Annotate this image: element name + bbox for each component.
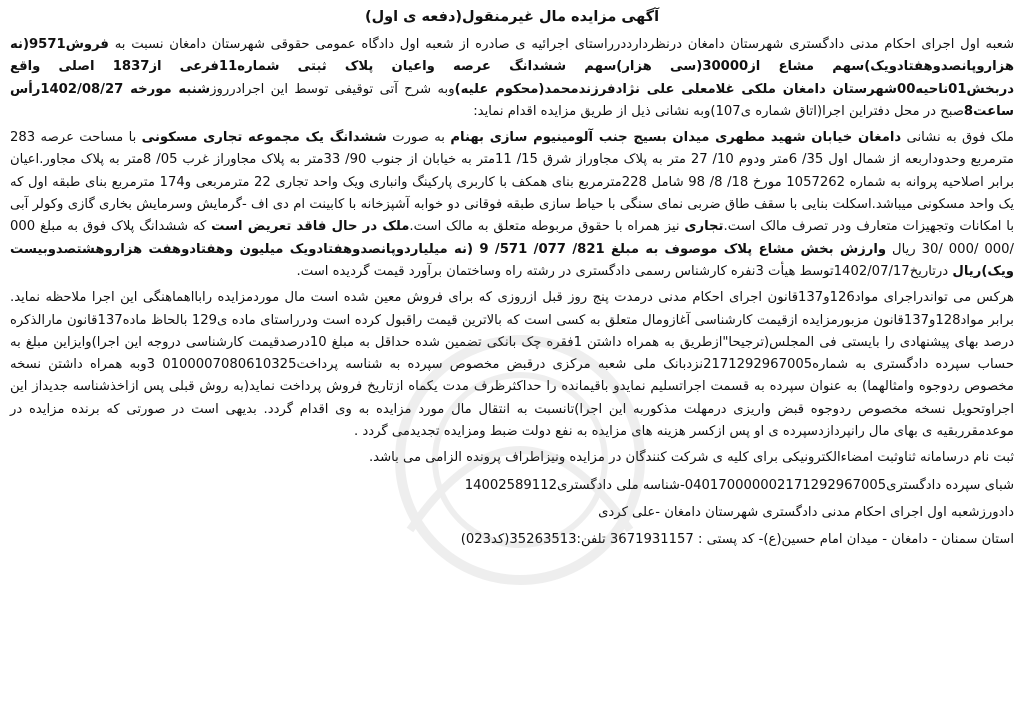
notice-title: آگهی مزایده مال غیرمنقول(دفعه ی اول) bbox=[364, 9, 660, 25]
address-and-contact: استان سمنان - دامغان - میدان امام حسین(ع)- کد پستی : 3671931157 تلفن:35263513(کد023) bbox=[460, 532, 1014, 548]
sheba-and-national-id: شبای سپرده دادگستری040170000002171292967005-شناسه ملی دادگستری14002589112 bbox=[464, 477, 1014, 493]
intro-bold-1: فروش9571(نه هزاروپانصدوهفتادویک)سهم مشاع از30000(سی هزار)سهم ششدانگ عرصه واعیان پلاک ثبتی شماره11فرعی از1837 اصلی واقع دربخش01ناحیه00شهرستان دامغان ملکی غلامعلی علی نژادفرزندمحمد(محکوم علیه) bbox=[10, 37, 1014, 97]
property-text-5: که ششدانگ پلاک فوق به مبلغ 000 /000 /000 /30 ریال bbox=[10, 219, 1014, 257]
registration-notice: ثبت نام درسامانه ثناوثبت امضاءالکترونیکی برای کلیه ی شرکت کنندگان در مزایده ونیزاطراف پرونده الزامی می باشد. bbox=[368, 450, 1014, 466]
paragraph-auction-terms: هرکس می تواندراجرای مواد126و137قانون اجرای احکام مدنی درمدت پنج روز قبل ازروزی که برای فروش معین شده است مال موردمزایده رابااهماهنگی این اجرا ملاحظه نماید. برابر مواد128و137قانون مزبورمزایده ازقیمت کارشناسی آغازومال متعلق به کسی است که بالاترین قیمت راقبول کرده است ودرراستای ماده ی129 بالحاظ ماده137قانون مارالذکره درصد بهای پیشنهادی را بایستی فی المجلس(ترجیحا"ازطریق به همراه داشتن 1فقره چک بانکی تضمین شده حداقل به مبلغ 10درصدقیمت کارشناسی دروجه این اجرا)وایزاین مبلغ به حساب سپرده دادگستری به شماره2171292967005نزدبانک ملی شعبه مرکزی درقبض مخصوص سپرده به شناسه پرداخت0100007080610325 3وبه همراه داشتن نسخه مخصوص ردوجوه وامثالهما) به عنوان سپرده به قسمت اجراتسلیم نمایدو باقیمانده را حداکثرظرف مدت یکماه ازتاریخ فروش پرداخت نماید(به روش قبلی پس ازاخذشناسه جدیداز این اجراوتحویل نسخه مخصوص ردوجوه قبض واریزی درمهلت مذکوربه این اجرا)تانسبت به انتقال مال مورد مزایده به وی اقدام گردد. بدیهی است در صورتی که برنده مزایده در موعدمقرربقیه ی بهای مال رانپردازدسپرده ی او پس ازکسر هزینه های مزایده به نفع دولت ضبط ومزایده تجدیدمی گردد . bbox=[10, 290, 1014, 440]
property-text-2: به صورت bbox=[386, 130, 451, 146]
paragraph-intro bbox=[10, 34, 1014, 123]
property-text-1: ملک فوق به نشانی bbox=[901, 130, 1014, 146]
property-text-6: درتاریخ1402/07/17توسط هیأت 3نفره کارشناس رسمی دادگستری در رشته راه وساختمان برآورد قیمت گردیده است. bbox=[296, 263, 953, 279]
property-text-4: نیز همراه با حقوق مربوطه متعلق به مالک است. bbox=[409, 219, 685, 235]
signatory: دادورزشعبه اول اجرای احکام مدنی دادگستری شهرستان دامغان -علی کردی bbox=[598, 504, 1014, 520]
property-share-value: وارزش بخش مشاع پلاک موصوف به مبلغ 821/ 077/ 571/ 9 (نه میلیاردوپانصدوهفتادویک میلیون وهفتادوهفت هزاروهشتصدوبیست ویک)ریال bbox=[10, 241, 1014, 279]
intro-text-1: شعبه اول اجرای احکام مدنی دادگستری شهرستان دامغان درنظردارددرراستای اجرائیه ی صادره از شعبه اول دادگاه عمومی حقوقی شهرستان دامغان نسبت به bbox=[108, 37, 1014, 52]
paragraph-property-description bbox=[10, 127, 1014, 283]
property-bold-commercial: تجاری bbox=[684, 219, 724, 235]
intro-text-3: صبح در محل دفتراین اجرا(اتاق شماره ی107)وبه نشانی ذیل از طریق مزایده اقدام نماید: bbox=[473, 103, 964, 119]
property-type: ششدانگ یک مجموعه تجاری مسکونی bbox=[141, 130, 387, 146]
intro-bold-2: شنبه مورخه 1402/08/27رأس ساعت8 bbox=[10, 81, 1014, 119]
intro-text-2: وبه شرح آتی توقیفی توسط این اجرادرروز bbox=[210, 81, 455, 97]
property-address: دامغان خیابان شهید مطهری میدان بسیج جنب آلومینیوم سازی بهنام bbox=[450, 130, 902, 146]
property-text-3: با مساحت عرصه 283 مترمربع وحدوداربعه از شمال اول 35/ 6متر ودوم 10/ 27 متر به پلاک مجاوراز شرق 15/ 11متر به خیابان از جنوب 90/ 33متر به پلاک مجاوراز غرب 05/ 8متر به پلاک مجاور.اعیان برابر اصلاحیه پروانه به شماره 1057262 مورخ 18/ 8/ 98 شامل 228مترمربع بنای همکف با کاربری پارکینگ وانباری ویک واحد تجاری 22 مترمربعی و174 مترمربع بنای طبقه اول که یک واحد مسکونی میباشد.اسکلت بنایی با سقف طاق ضربی نمای سنگی با حیاط سازی طبقه فوقانی دو خوابه آشپزخانه با کابینت ام دی اف -گرمایش وسرمایش بخاری گازی وکولر آبی با امکانات وتجهیزات متعارف ودر تصرف مالک است. bbox=[10, 130, 1014, 235]
property-bold-widening: ملک در حال فاقد تعریض است bbox=[211, 219, 410, 235]
